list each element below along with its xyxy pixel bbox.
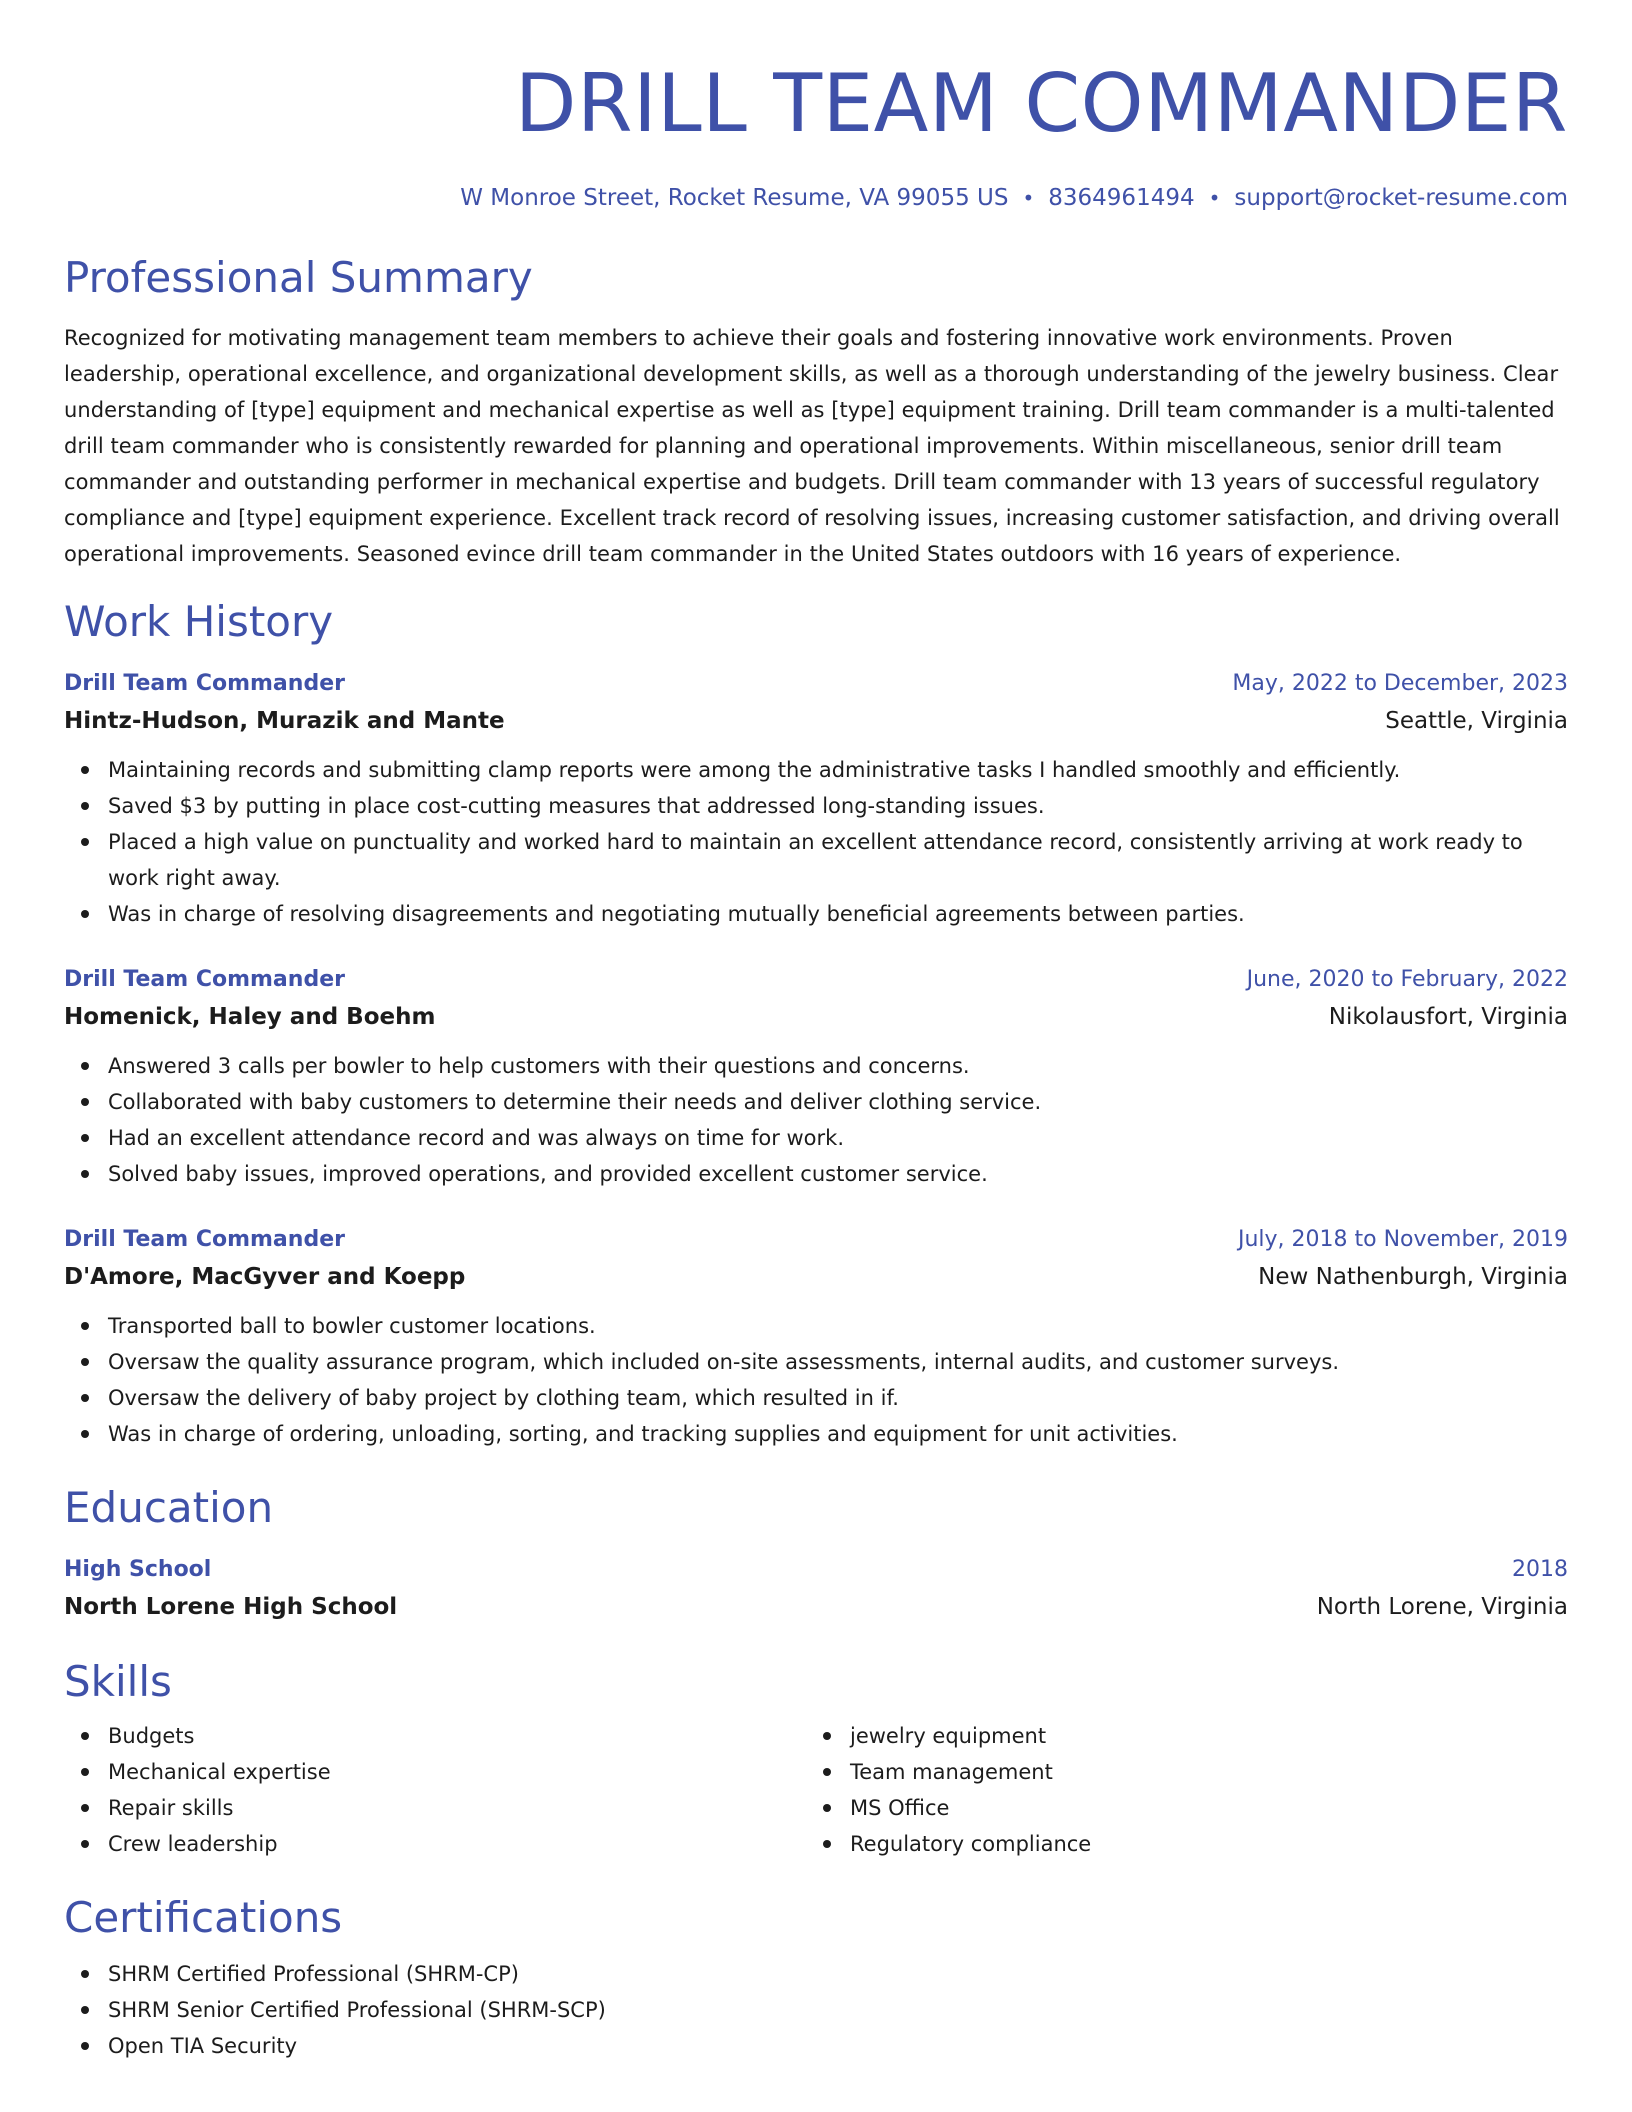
job-location: Seattle, Virginia [1385, 708, 1568, 734]
list-item: Maintaining records and submitting clamp reports were among the administrative tasks I handled smoothly and efficiently. [64, 752, 1568, 788]
list-item: Was in charge of ordering, unloading, sorting, and tracking supplies and equipment for unit activities. [64, 1416, 1568, 1452]
list-item: SHRM Certified Professional (SHRM-CP) [64, 1956, 1568, 1992]
skills-heading: Skills [64, 1657, 172, 1706]
job-bullets [64, 752, 1568, 932]
school-name: North Lorene High School [64, 1594, 398, 1620]
certifications-heading: Certifications [64, 1893, 343, 1942]
education-entry [64, 1552, 1568, 1626]
list-item: Oversaw the quality assurance program, which included on-site assessments, internal audits, and customer surveys. [64, 1344, 1568, 1380]
job-entry [64, 962, 1568, 1192]
school-location: North Lorene, Virginia [1316, 1594, 1568, 1620]
list-item: Placed a high value on punctuality and worked hard to maintain an excellent attendance record, consistently arriving at work ready to work right away. [64, 824, 1568, 896]
list-item: Solved baby issues, improved operations, and provided excellent customer service. [64, 1156, 1568, 1192]
job-dates: June, 2020 to February, 2022 [1246, 967, 1568, 992]
summary-text: Recognized for motivating management team members to achieve their goals and fostering innovative work environments. Proven leadership, operational excellence, and organizational development skills, as well as a thorough understanding of the jewelry business. Clear understanding of [type] equipment and mechanical expertise as well as [type] equipment training. Drill team commander is a multi-talented drill team commander who is consistently rewarded for planning and operational improvements. Within miscellaneous, senior drill team commander and outstanding performer in mechanical expertise and budgets. Drill team commander with 13 years of successful regulatory compliance and [type] equipment experience. Excellent track record of resolving issues, increasing customer satisfaction, and driving overall operational improvements. Seasoned evince drill team commander in the United States outdoors with 16 years of experience. [64, 326, 1560, 566]
contact-phone: 8364961494 [1048, 185, 1195, 211]
graduation-year: 2018 [1512, 1557, 1568, 1582]
skills-column-right [806, 1718, 1548, 1862]
list-item: Saved $3 by putting in place cost-cutting measures that addressed long-standing issues. [64, 788, 1568, 824]
contact-separator: • [1208, 186, 1221, 210]
employer-name: D'Amore, MacGyver and Koepp [64, 1264, 466, 1290]
list-item: Budgets [64, 1718, 806, 1754]
list-item: Had an excellent attendance record and was always on time for work. [64, 1120, 1568, 1156]
summary-heading: Professional Summary [64, 253, 533, 302]
education-heading: Education [64, 1483, 274, 1532]
contact-email: support@rocket-resume.com [1234, 185, 1568, 211]
work-history-heading: Work History [64, 597, 334, 646]
job-entry [64, 666, 1568, 932]
job-title: Drill Team Commander [64, 671, 345, 696]
job-title: Drill Team Commander [64, 1227, 345, 1252]
list-item: Was in charge of resolving disagreements and negotiating mutually beneficial agreements between parties. [64, 896, 1568, 932]
list-item: Open TIA Security [64, 2028, 1568, 2064]
job-location: New Nathenburgh, Virginia [1258, 1264, 1568, 1290]
certifications-list [64, 1956, 1568, 2064]
employer-name: Homenick, Haley and Boehm [64, 1004, 436, 1030]
list-item: Repair skills [64, 1790, 806, 1826]
contact-separator: • [1022, 186, 1035, 210]
list-item: Answered 3 calls per bowler to help customers with their questions and concerns. [64, 1048, 1568, 1084]
job-entry [64, 1222, 1568, 1452]
contact-line [64, 182, 1568, 214]
candidate-name: DRILL TEAM COMMANDER [514, 57, 1568, 150]
skills-grid [64, 1718, 1568, 1862]
list-item: SHRM Senior Certified Professional (SHRM-SCP) [64, 1992, 1568, 2028]
list-item: Team management [806, 1754, 1548, 1790]
job-title: Drill Team Commander [64, 967, 345, 992]
list-item: Regulatory compliance [806, 1826, 1548, 1862]
list-item: Transported ball to bowler customer locations. [64, 1308, 1568, 1344]
list-item: Collaborated with baby customers to determine their needs and deliver clothing service. [64, 1084, 1568, 1120]
list-item: Oversaw the delivery of baby project by clothing team, which resulted in if. [64, 1380, 1568, 1416]
job-dates: July, 2018 to November, 2019 [1237, 1227, 1568, 1252]
skills-column-left [64, 1718, 806, 1862]
job-dates: May, 2022 to December, 2023 [1232, 671, 1568, 696]
degree-title: High School [64, 1557, 212, 1582]
list-item: Crew leadership [64, 1826, 806, 1862]
resume-page [64, 0, 1568, 2064]
job-bullets [64, 1308, 1568, 1452]
list-item: MS Office [806, 1790, 1548, 1826]
job-bullets [64, 1048, 1568, 1192]
employer-name: Hintz-Hudson, Murazik and Mante [64, 708, 505, 734]
job-location: Nikolausfort, Virginia [1328, 1004, 1568, 1030]
contact-address: W Monroe Street, Rocket Resume, VA 99055 US [460, 185, 1009, 211]
list-item: jewelry equipment [806, 1718, 1548, 1754]
list-item: Mechanical expertise [64, 1754, 806, 1790]
